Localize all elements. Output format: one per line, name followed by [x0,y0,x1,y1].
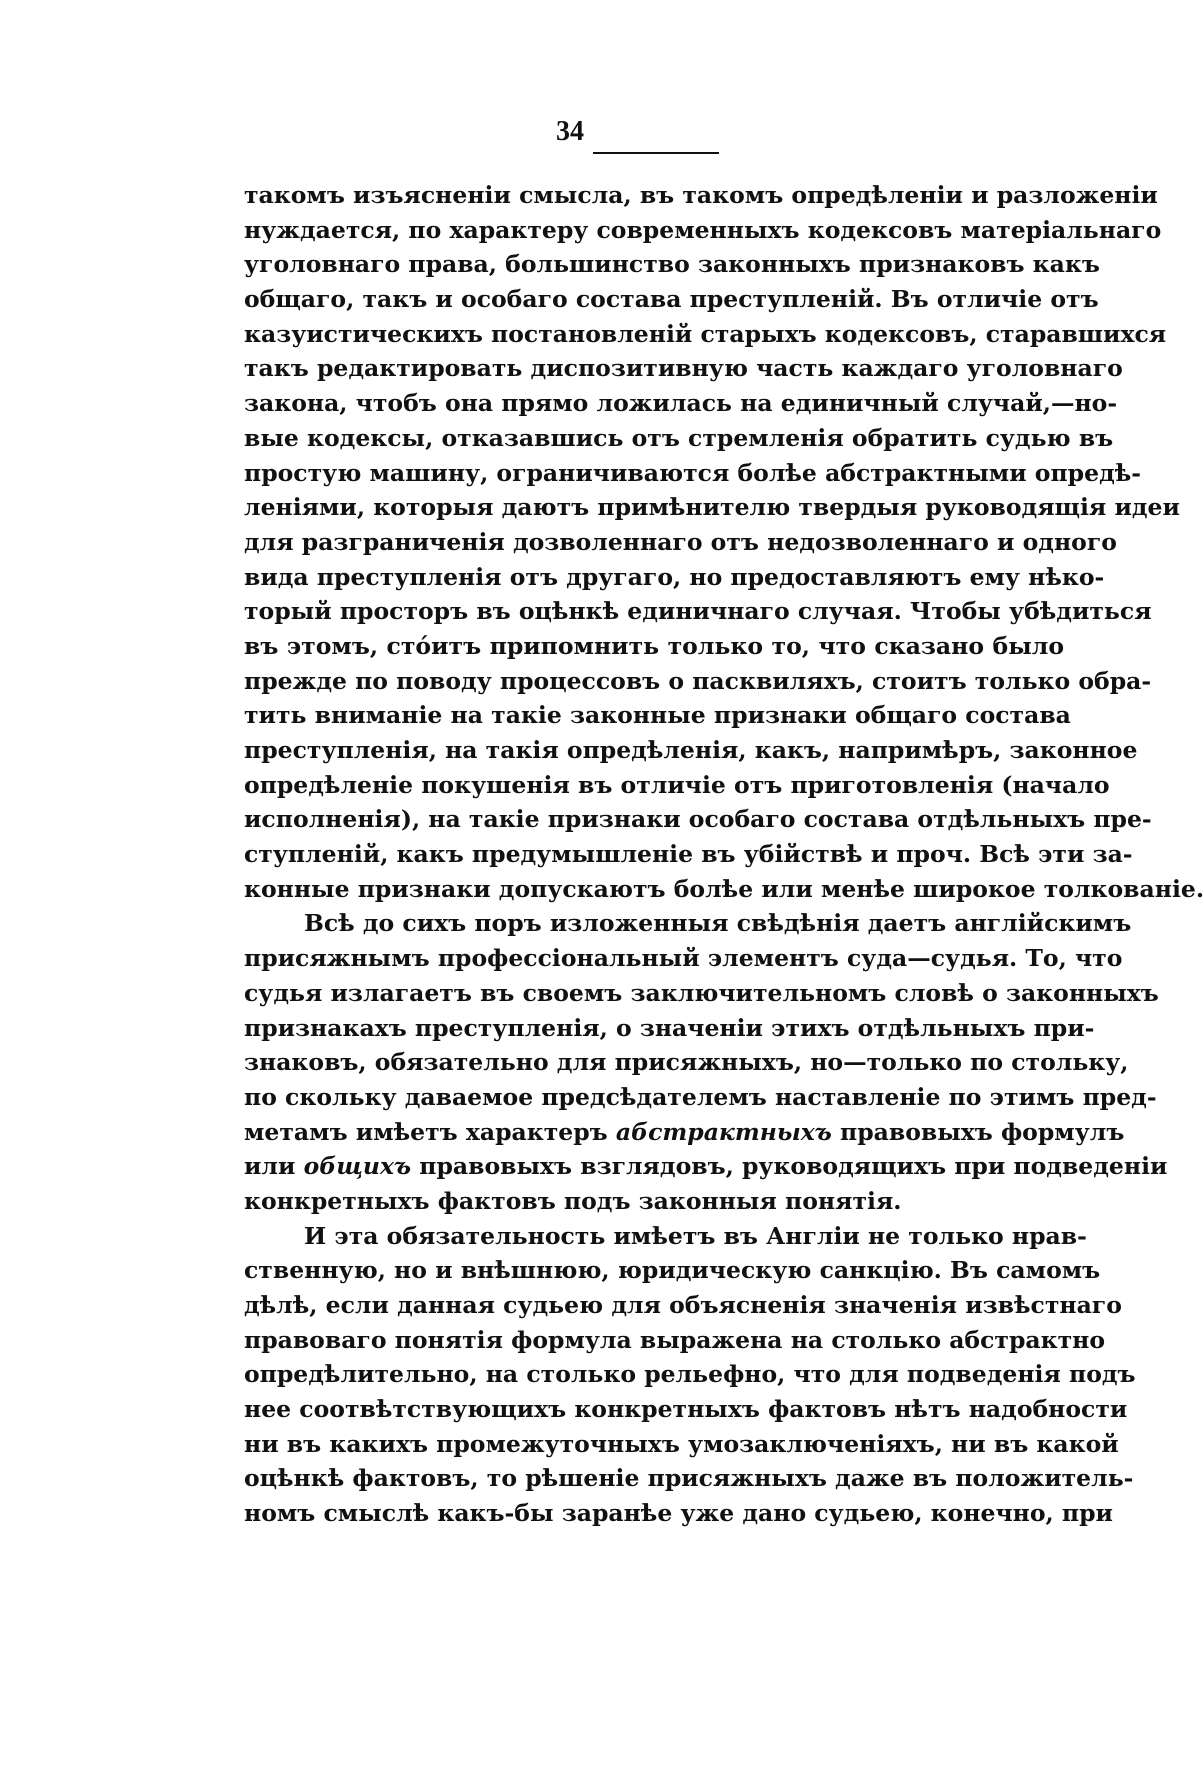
text-line-with-emphasis [244,1115,1125,1150]
text-line: нее соотвѣтствующихъ конкретныхъ фактовъ нѣтъ надобности [244,1395,1128,1424]
text-line: нуждается, по характеру современныхъ кодексовъ матеріальнаго [244,215,1162,244]
text-line: простую машину, ограничиваются болѣе абстрактными опредѣ- [244,458,1142,487]
text-line: признакахъ преступленія, о значеніи этихъ отдѣльныхъ при- [244,1013,1095,1042]
text-line: присяжнымъ профессіональный элементъ суда—судья. То, что [244,944,1123,973]
text-line: вида преступленія отъ другаго, но предоставляютъ ему нѣко- [244,562,1105,591]
text-line: исполненія), на такіе признаки особаго состава отдѣльныхъ пре- [244,805,1152,834]
text-line: конкретныхъ фактовъ подъ законныя понятія. [244,1186,902,1215]
text-line: казуистическихъ постановленій старыхъ кодексовъ, старавшихся [244,319,1167,348]
text-line: тить вниманіе на такіе законные признаки общаго состава [244,701,1071,730]
text-line: общаго, такъ и особаго состава преступленій. Въ отличіе отъ [244,285,1099,314]
text-line-with-emphasis [244,1149,1168,1184]
text-line: ступленій, какъ предумышленіе въ убійствѣ и проч. Всѣ эти за- [244,840,1133,869]
text-line: оцѣнкѣ фактовъ, то рѣшеніе присяжныхъ даже въ положитель- [244,1464,1134,1493]
text-line: закона, чтобъ она прямо ложилась на единичный случай,—но- [244,389,1118,418]
text-line: номъ смыслѣ какъ-бы заранѣе уже дано судьею, конечно, при [244,1499,1113,1528]
text-line: ственную, но и внѣшнюю, юридическую санкцію. Въ самомъ [244,1256,1101,1285]
emphasis-text: абстрактныхъ [615,1117,832,1146]
text-line: опредѣлительно, на столько рельефно, что для подведенія подъ [244,1360,1136,1389]
text-line: И эта обязательность имѣетъ въ Англіи не только нрав- [304,1221,1087,1250]
text-line: торый просторъ въ оцѣнкѣ единичнаго случая. Чтобы убѣдиться [244,597,1152,626]
emphasis-text: общихъ [303,1152,412,1181]
text-line: такомъ изъясненіи смысла, въ такомъ опредѣленіи и разложеніи [244,181,1158,209]
text-segment: правовыхъ формулъ [831,1117,1125,1146]
text-line: для разграниченія дозволеннаго отъ недозволеннаго и одного [244,527,1117,556]
text-line: правоваго понятія формула выражена на столько абстрактно [244,1325,1106,1354]
text-line: прежде по поводу процессовъ о пасквиляхъ, стоитъ только обра- [244,666,1152,695]
text-line: такъ редактировать диспозитивную часть каждаго уголовнаго [244,354,1123,383]
text-segment: или [244,1152,304,1181]
text-line: уголовнаго права, большинство законныхъ признаковъ какъ [244,250,1100,279]
text-line: знаковъ, обязательно для присяжныхъ, но—только по стольку, [244,1048,1129,1077]
page-number: 34 [556,116,584,147]
text-line: преступленія, на такія опредѣленія, какъ, напримѣръ, законное [244,736,1138,764]
text-line: конные признаки допускаютъ болѣе или менѣе широкое толкованіе. [244,874,1204,903]
text-line: вые кодексы, отказавшись отъ стремленія обратить судью въ [244,423,1114,452]
text-line: по скольку даваемое предсѣдателемъ наставленіе по этимъ пред- [244,1082,1157,1111]
text-segment: метамъ имѣетъ характеръ [244,1117,616,1146]
page-number-rule [593,152,719,154]
text-line: ни въ какихъ промежуточныхъ умозаключеніяхъ, ни въ какой [244,1429,1119,1458]
text-line: въ этомъ, стóитъ припомнить только то, что сказано было [244,631,1064,660]
text-line: судья излагаетъ въ своемъ заключительномъ словѣ о законныхъ [244,978,1159,1007]
text-line: дѣлѣ, если данная судьею для объясненія значенія извѣстнаго [244,1291,1122,1319]
text-line: опредѣленіе покушенія въ отличіе отъ приготовленія (начало [244,770,1110,799]
text-segment: правовыхъ взглядовъ, руководящихъ при подведеніи [411,1152,1168,1181]
body-text [244,178,1204,1531]
text-line: Всѣ до сихъ поръ изложенныя свѣдѣнія даетъ англійскимъ [304,909,1132,938]
text-line: леніями, которыя даютъ примѣнителю твердыя руководящія идеи [244,493,1180,522]
